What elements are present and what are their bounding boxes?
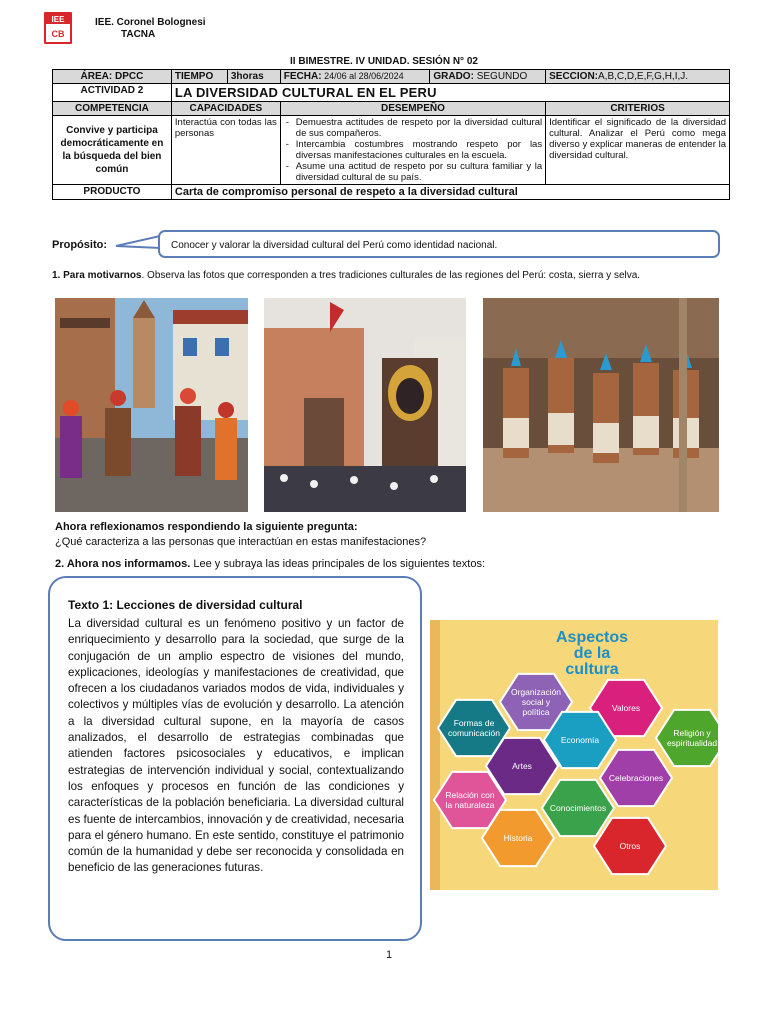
reflexion-question: ¿Qué caracteriza a las personas que interactúan en estas manifestaciones? xyxy=(55,536,427,548)
school-line-2: TACNA xyxy=(121,29,156,40)
fecha-cell xyxy=(280,70,430,84)
actividad-title: LA DIVERSIDAD CULTURAL EN EL PERU xyxy=(171,84,729,102)
desempeno-item: - Intercambia costumbres mostrando respeto por las diversas manifestaciones culturales en la escuela. xyxy=(284,139,542,161)
callout-pointer xyxy=(114,234,162,250)
hexagon-label: social y xyxy=(521,697,551,707)
section-2-heading: 2. Ahora nos informamos. xyxy=(55,558,191,570)
section-1 xyxy=(52,270,640,281)
reflexion-heading: Ahora reflexionamos respondiendo la siguiente pregunta: xyxy=(55,521,358,533)
section-2 xyxy=(55,558,485,570)
grado-label: GRADO: xyxy=(433,71,474,82)
hexagon-label: Economía xyxy=(560,735,600,745)
actividad-label: ACTIVIDAD 2 xyxy=(53,84,172,102)
hexagon-label: Historia xyxy=(503,833,533,843)
section-1-text: . Observa las fotos que corresponden a tres tradiciones culturales de las regiones del Perú: costa, sierra y selva. xyxy=(141,270,641,281)
col-competencia: COMPETENCIA xyxy=(53,102,172,116)
proposito-label: Propósito: xyxy=(52,239,107,251)
fecha-label: FECHA: xyxy=(283,71,322,82)
col-desempeno: DESEMPEÑO xyxy=(280,102,545,116)
col-capacidades: CAPACIDADES xyxy=(171,102,280,116)
infographic-title-line: cultura xyxy=(565,661,619,678)
infographic-title-line: de la xyxy=(573,645,611,662)
session-table xyxy=(52,69,730,200)
svg-text:CB: CB xyxy=(51,29,65,39)
seccion-label: SECCION: xyxy=(549,71,599,82)
hexagon-label: Relación con xyxy=(445,790,495,800)
info-row xyxy=(53,70,730,84)
fecha-value: 24/06 al 28/06/2024 xyxy=(321,71,404,81)
capacidades-text: Interactúa con todas las personas xyxy=(171,116,280,185)
grado-value: SEGUNDO xyxy=(473,71,528,82)
hexagon-label: Valores xyxy=(611,703,641,713)
grado-cell xyxy=(430,70,546,84)
costa-procession-photo xyxy=(264,298,466,512)
hexagon-label: Organización xyxy=(510,687,562,697)
desempeno-item: - Asume una actitud de respeto por su cultura familiar y la diversidad cultural de su país. xyxy=(284,161,542,183)
producto-row xyxy=(53,185,730,200)
school-line-1: IEE. Coronel Bolognesi xyxy=(95,17,206,28)
seccion-value: A,B,C,D,E,F,G,H,I,J. xyxy=(598,71,689,82)
hexagon-label: Formas de xyxy=(453,718,495,728)
content-row xyxy=(53,116,730,185)
texto-1-body: La diversidad cultural es un fenómeno positivo y un factor de enriquecimiento y desarrollo para la sociedad, que surge de la conjugación de un amplio espectro de visiones del mundo, explicaciones, ideologías y manifestaciones de creatividad, que ofrecen a los ciudadanos variados modos de vida, individuales y colectivos y múltiples vías de evolución y desarrollo. La atención a la diversidad cultural supone, en la mayoría de casos analizados, el desarrollo de estrategias combinadas que atienden factores psicosociales y educativos, e implican estrategias de intervención individual y social, contextualizando los enfoques y procesos en función de las condiciones y características de la población beneficiaria. La diversidad cultural es fuente de intercambios, innovación y de creatividad, necesaria para el género humano. En este sentido, constituye el patrimonio común de la humanidad y debe ser reconocida y consolidada en beneficio de las generaciones futuras. xyxy=(68,617,404,875)
col-criterios: CRITERIOS xyxy=(546,102,730,116)
hexagon-label: Conocimientos xyxy=(549,803,607,813)
aspectos-cultura-infographic xyxy=(430,620,718,890)
hexagon-label: Otros xyxy=(619,841,641,851)
texto-1-box xyxy=(48,576,422,941)
proposito-box: Conocer y valorar la diversidad cultural del Perú como identidad nacional. xyxy=(158,230,720,258)
section-2-text: Lee y subraya las ideas principales de los siguientes textos: xyxy=(190,558,486,570)
tiempo-value: 3horas xyxy=(227,70,280,84)
session-title: II BIMESTRE. IV UNIDAD. SESIÓN N° 02 xyxy=(290,56,478,67)
hexagon-label: Religión y xyxy=(673,728,711,738)
desempeno-item: - Demuestra actitudes de respeto por la diversidad cultural de sus compañeros. xyxy=(284,117,542,139)
desempeno-cell xyxy=(280,116,545,185)
svg-text:IEE: IEE xyxy=(51,15,65,24)
hexagon-label: política xyxy=(522,707,550,717)
texto-1-title: Texto 1: Lecciones de diversidad cultural xyxy=(68,598,303,612)
producto-value: Carta de compromiso personal de respeto a la diversidad cultural xyxy=(171,185,729,200)
school-name xyxy=(95,17,206,41)
criterios-text: Identificar el significado de la diversidad cultural. Analizar el Perú como mega diverso y explicar maneras de entender la diversidad cultural. xyxy=(546,116,730,185)
hexagon-label: Artes xyxy=(512,761,532,771)
hexagon-label: comunicación xyxy=(448,728,500,738)
tiempo-label: TIEMPO xyxy=(171,70,227,84)
hexagon-label: espiritualidad xyxy=(666,738,718,748)
page-number: 1 xyxy=(385,949,393,961)
competencia-text: Convive y participa democráticamente en la búsqueda del bien común xyxy=(53,116,172,185)
infographic-title-line: Aspectos xyxy=(555,629,629,646)
columns-row xyxy=(53,102,730,116)
hexagon-label: la naturaleza xyxy=(445,800,495,810)
school-logo xyxy=(44,12,72,44)
desempeno-list xyxy=(284,117,542,183)
selva-dance-photo xyxy=(483,298,719,512)
producto-label: PRODUCTO xyxy=(53,185,172,200)
area-cell: ÁREA: DPCC xyxy=(53,70,172,84)
hexagon-label: Celebraciones xyxy=(608,773,664,783)
sierra-festival-photo xyxy=(55,298,248,512)
section-1-heading: 1. Para motivarnos xyxy=(52,270,142,281)
seccion-cell xyxy=(546,70,730,84)
actividad-row xyxy=(53,84,730,102)
